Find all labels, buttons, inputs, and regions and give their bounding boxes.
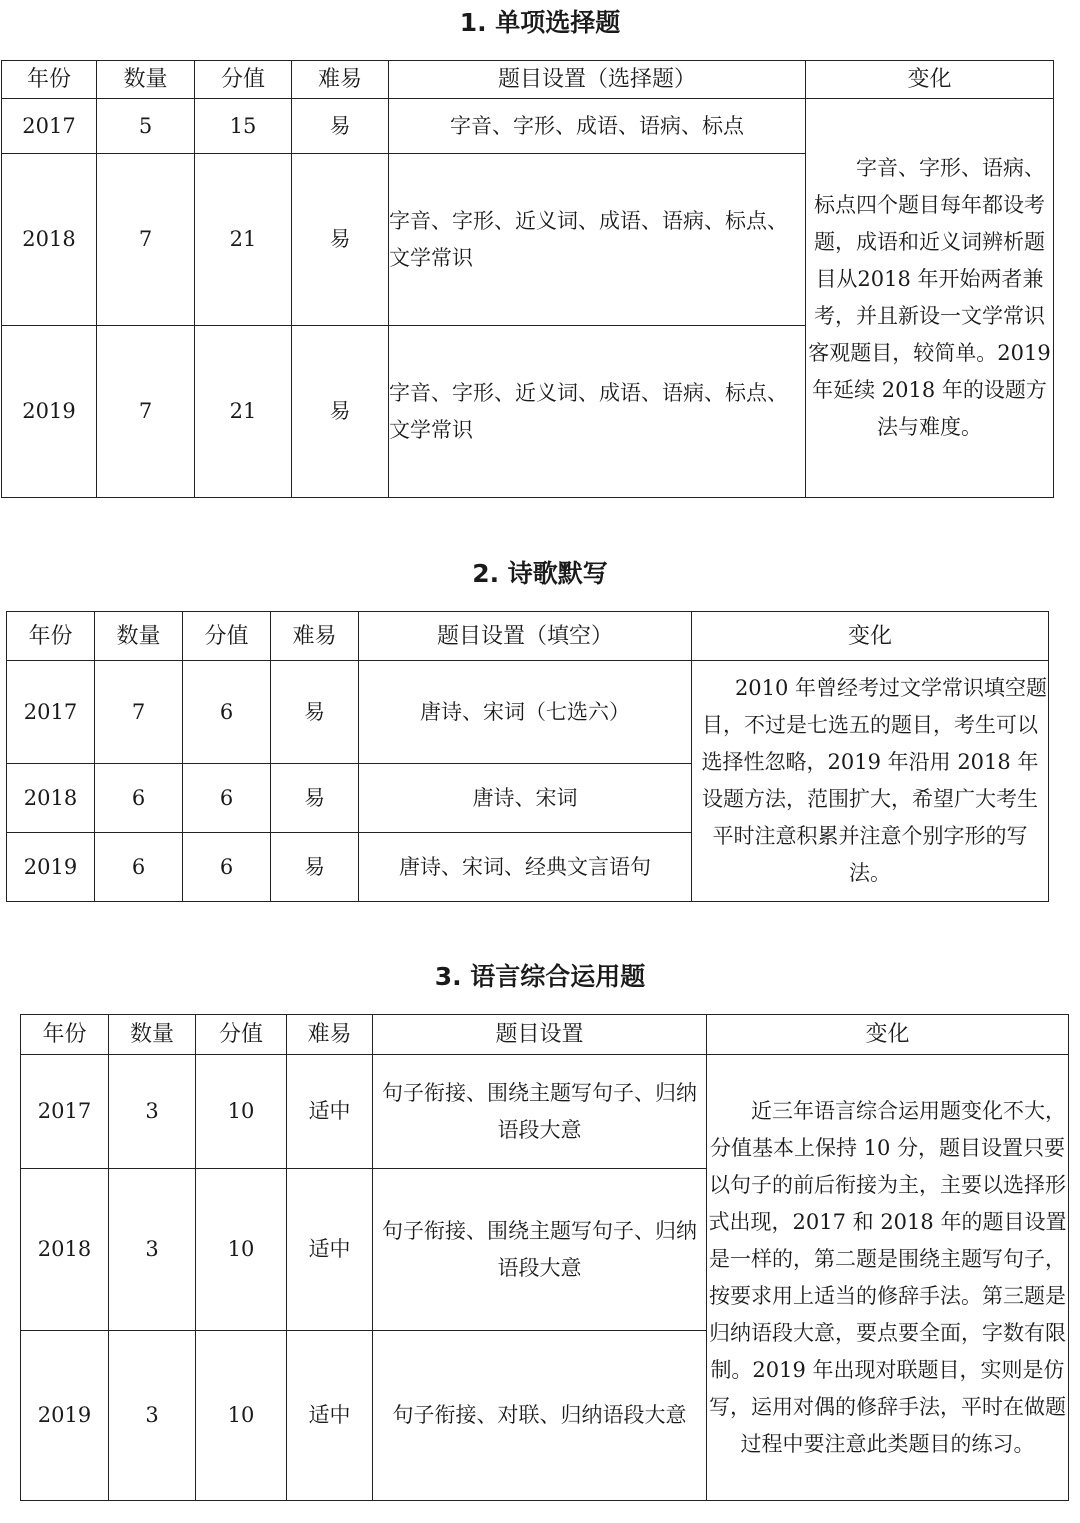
cell-difficulty: 适中 [287,1169,373,1331]
cell-score: 10 [196,1169,287,1331]
cell-difficulty: 易 [271,661,359,764]
cell-year: 2017 [21,1055,109,1169]
cell-topic: 句子衔接、围绕主题写句子、归纳语段大意 [373,1055,707,1169]
cell-year: 2018 [2,154,97,326]
table-header-row [21,1015,1069,1055]
table-row [2,99,1054,154]
cell-count: 3 [109,1331,196,1501]
cell-change [806,99,1054,498]
cell-year: 2018 [7,764,95,833]
col-header-score: 分值 [195,61,292,99]
cell-year: 2019 [2,326,97,498]
cell-difficulty: 易 [271,764,359,833]
cell-score: 6 [183,833,271,902]
cell-count: 6 [95,833,183,902]
cell-count: 5 [97,99,195,154]
cell-year: 2019 [21,1331,109,1501]
col-header-difficulty: 难易 [292,61,389,99]
col-header-difficulty: 难易 [287,1015,373,1055]
table-header-row [2,61,1054,99]
cell-score: 10 [196,1331,287,1501]
cell-year: 2018 [21,1169,109,1331]
cell-topic: 字音、字形、成语、语病、标点 [389,99,806,154]
cell-topic: 字音、字形、近义词、成语、语病、标点、文学常识 [389,326,806,498]
cell-topic: 句子衔接、对联、归纳语段大意 [373,1331,707,1501]
col-header-count: 数量 [97,61,195,99]
cell-score: 6 [183,661,271,764]
col-header-year: 年份 [7,612,95,661]
cell-difficulty: 适中 [287,1055,373,1169]
section-3-table [20,1014,1069,1501]
cell-year: 2017 [2,99,97,154]
cell-difficulty: 易 [292,154,389,326]
cell-count: 7 [97,326,195,498]
cell-change [707,1055,1069,1501]
section-3-title: 3. 语言综合运用题 [434,962,646,991]
cell-difficulty: 适中 [287,1331,373,1501]
cell-count: 7 [97,154,195,326]
change-text: 字音、字形、语病、标点四个题目每年都设考题，成语和近义词辨析题目从2018 年开始两者兼考，并且新设一文学常识客观题目，较简单。2019 年延续 2018 年的设题方法与难度。 [808,156,1051,439]
table-header-row [7,612,1049,661]
section-1-title: 1. 单项选择题 [459,8,621,37]
col-header-topic: 题目设置 [373,1015,707,1055]
col-header-year: 年份 [21,1015,109,1055]
cell-score: 6 [183,764,271,833]
change-text: 2010 年曾经考过文学常识填空题目，不过是七选五的题目，考生可以选择性忽略，2019 年沿用 2018 年设题方法，范围扩大，希望广大考生平时注意积累并注意个别字形的写法。 [701,676,1048,885]
cell-score: 21 [195,326,292,498]
cell-change [692,661,1049,902]
cell-score: 10 [196,1055,287,1169]
cell-topic: 唐诗、宋词（七选六） [359,661,692,764]
cell-difficulty: 易 [292,99,389,154]
col-header-score: 分值 [196,1015,287,1055]
cell-year: 2019 [7,833,95,902]
col-header-count: 数量 [95,612,183,661]
col-header-change: 变化 [692,612,1049,661]
section-2-title: 2. 诗歌默写 [472,559,608,588]
cell-score: 21 [195,154,292,326]
cell-difficulty: 易 [292,326,389,498]
col-header-change: 变化 [707,1015,1069,1055]
cell-score: 15 [195,99,292,154]
cell-topic: 唐诗、宋词 [359,764,692,833]
cell-topic: 唐诗、宋词、经典文言语句 [359,833,692,902]
cell-count: 3 [109,1055,196,1169]
change-text: 近三年语言综合运用题变化不大，分值基本上保持 10 分，题目设置只要以句子的前后衔接为主，主要以选择形式出现，2017 和 2018 年的题目设置是一样的，第二题是围绕主题写句子，按要求用上适当的修辞手法。第三题是归纳语段大意，要点要全面，字数有限制。2019 年出现对联题目，实则是仿写，运用对偶的修辞手法，平时在做题过程中要注意此类题目的练习。 [708,1098,1067,1456]
cell-year: 2017 [7,661,95,764]
cell-count: 7 [95,661,183,764]
cell-difficulty: 易 [271,833,359,902]
cell-topic: 句子衔接、围绕主题写句子、归纳语段大意 [373,1169,707,1331]
col-header-difficulty: 难易 [271,612,359,661]
col-header-topic: 题目设置（选择题） [389,61,806,99]
col-header-score: 分值 [183,612,271,661]
cell-count: 6 [95,764,183,833]
col-header-change: 变化 [806,61,1054,99]
col-header-topic: 题目设置（填空） [359,612,692,661]
col-header-year: 年份 [2,61,97,99]
section-1-table [1,60,1054,498]
table-row [21,1055,1069,1169]
table-row [7,661,1049,764]
section-2-table [6,611,1049,902]
col-header-count: 数量 [109,1015,196,1055]
cell-count: 3 [109,1169,196,1331]
cell-topic: 字音、字形、近义词、成语、语病、标点、文学常识 [389,154,806,326]
